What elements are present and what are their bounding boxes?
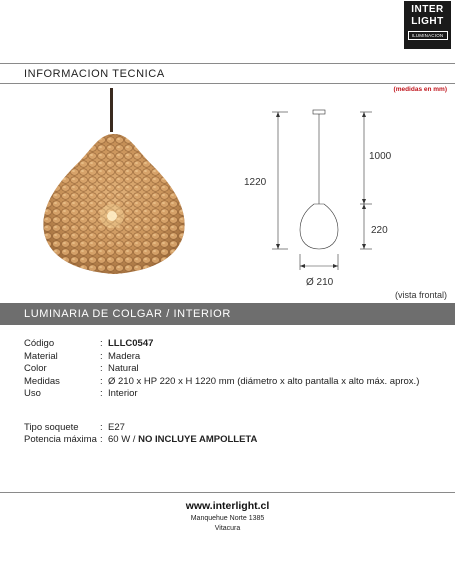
spec-row-material	[24, 351, 449, 364]
spec-value: Madera	[108, 350, 141, 362]
dimension-drawing	[264, 106, 394, 294]
spec-row-power	[24, 434, 449, 447]
spec-row-socket	[24, 422, 449, 435]
spec-value: Natural	[108, 363, 139, 374]
spec-row-use	[24, 388, 449, 401]
pendant-cord	[110, 88, 113, 132]
footer-city: Vitacura	[214, 525, 241, 532]
dim-cable-length: 1000	[369, 151, 392, 162]
dim-total-height: 1220	[244, 177, 267, 188]
website-link[interactable]: www.interlight.cl	[185, 500, 270, 512]
dim-shade-height: 220	[371, 225, 388, 236]
dim-diameter: Ø 210	[306, 277, 334, 288]
logo-line-2: LIGHT	[411, 16, 444, 27]
spec-key: Tipo soquete	[24, 421, 79, 433]
category-bar	[0, 303, 455, 325]
brand-logo	[404, 1, 451, 49]
spec-sep: :	[100, 350, 103, 362]
footer-address: Manquehue Norte 1385	[190, 515, 265, 522]
spec-sep: :	[100, 363, 103, 374]
spec-sep: :	[100, 421, 103, 433]
spec-key: Color	[24, 363, 47, 374]
dimension-diagram	[264, 106, 394, 294]
logo-subtitle: ILUMINACION	[408, 31, 448, 40]
spec-value-plain: 60 W /	[108, 434, 139, 445]
logo-line-1: INTER	[411, 4, 444, 15]
spec-key: Medidas	[24, 375, 60, 387]
wooden-bead-shade	[34, 128, 194, 278]
footer	[0, 498, 455, 532]
spec-spacer	[24, 401, 449, 422]
footer-rule	[0, 492, 455, 493]
category-bar-label: LUMINARIA DE COLGAR / INTERIOR	[24, 308, 231, 320]
spec-key: Código	[24, 338, 55, 349]
spec-value-bold: NO INCLUYE AMPOLLETA	[138, 434, 258, 445]
spec-value: E27	[108, 421, 125, 433]
spec-row-color	[24, 363, 449, 376]
spec-value	[108, 434, 449, 447]
product-image	[34, 128, 194, 278]
spec-row-dimensions	[24, 376, 449, 389]
spec-key: Uso	[24, 388, 41, 399]
header-bottom-rule	[0, 83, 455, 84]
header-top-rule	[0, 63, 455, 64]
spec-key: Potencia máxima	[24, 434, 97, 445]
spec-sep: :	[100, 388, 103, 399]
view-label: (vista frontal)	[394, 290, 447, 300]
spec-sep: :	[100, 434, 103, 445]
spec-table	[24, 338, 449, 447]
section-title: INFORMACION TECNICA	[24, 68, 165, 80]
spec-sep: :	[100, 338, 103, 349]
spec-key: Material	[24, 350, 58, 362]
spec-row-code	[24, 338, 449, 351]
units-note: (medidas en mm)	[393, 86, 447, 93]
spec-value: Interior	[108, 388, 138, 399]
spec-value: LLLC0547	[108, 338, 154, 349]
spec-sep: :	[100, 375, 103, 387]
spec-value: Ø 210 x HP 220 x H 1220 mm (diámetro x alto pantalla x alto máx. aprox.)	[108, 375, 420, 387]
